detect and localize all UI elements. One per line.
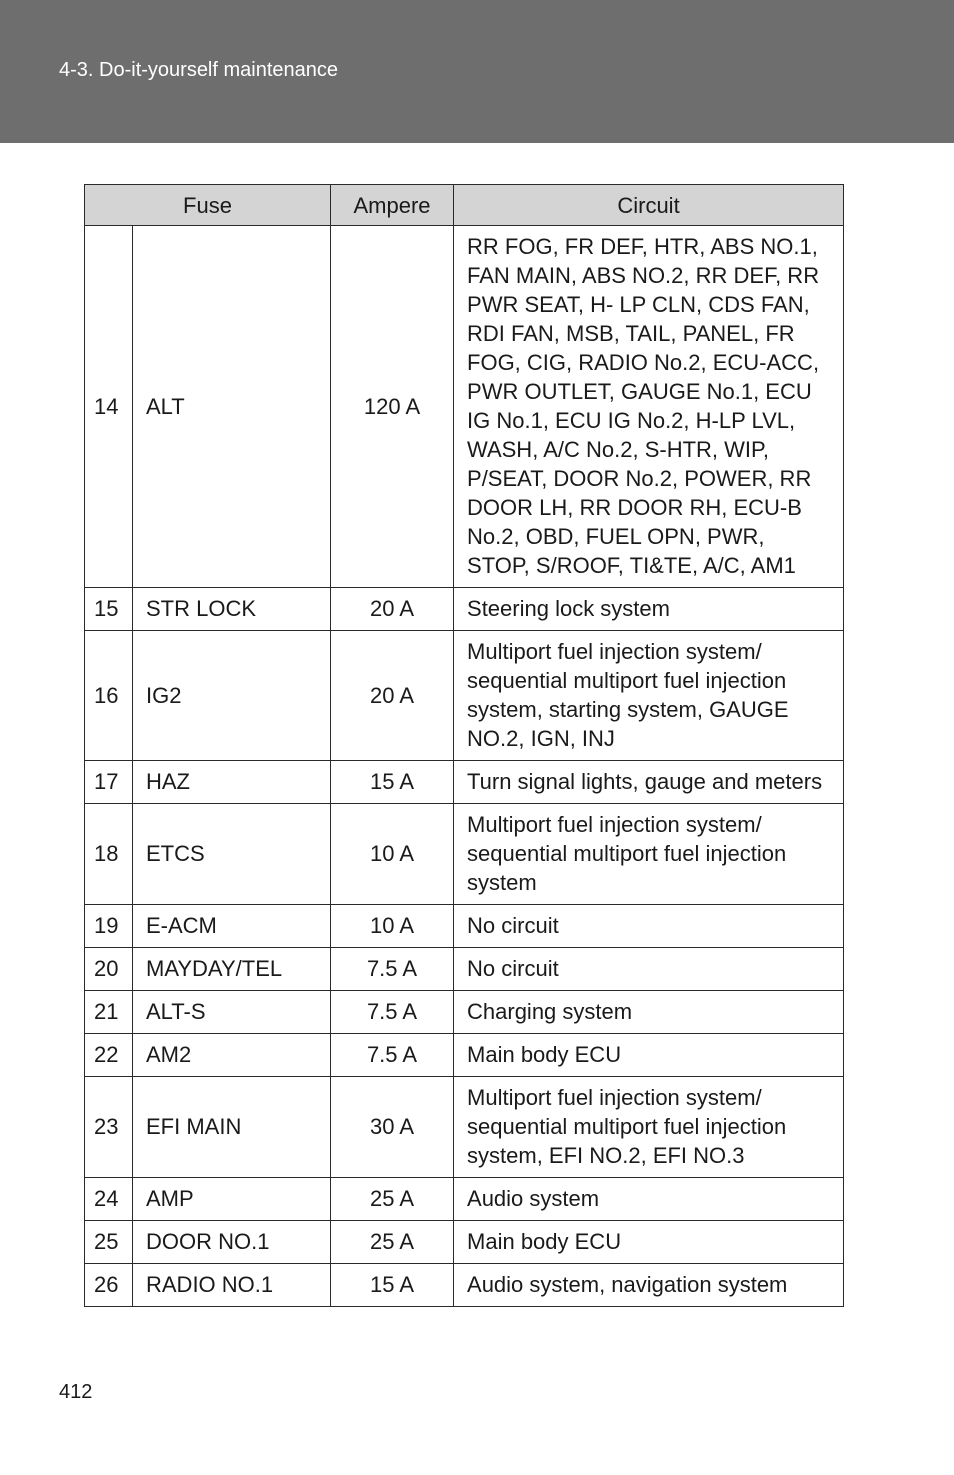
fuse-name: HAZ: [133, 761, 331, 804]
fuse-ampere: 30 A: [331, 1077, 454, 1178]
section-title: 4-3. Do-it-yourself maintenance: [59, 59, 339, 81]
fuse-number: 14: [85, 226, 133, 588]
table-row: [85, 1221, 844, 1264]
table-row: [85, 588, 844, 631]
fuse-name: AM2: [133, 1034, 331, 1077]
fuse-ampere: 120 A: [331, 226, 454, 588]
table-body: [85, 226, 844, 1307]
table-header-row: [85, 185, 844, 226]
column-header-circuit: Circuit: [454, 185, 844, 226]
fuse-ampere: 7.5 A: [331, 1034, 454, 1077]
fuse-name: EFI MAIN: [133, 1077, 331, 1178]
table-row: [85, 226, 844, 588]
fuse-number: 19: [85, 905, 133, 948]
fuse-ampere: 7.5 A: [331, 991, 454, 1034]
fuse-table: [84, 184, 844, 1307]
fuse-circuit: Turn signal lights, gauge and meters: [454, 761, 844, 804]
fuse-number: 15: [85, 588, 133, 631]
table-row: [85, 905, 844, 948]
fuse-number: 21: [85, 991, 133, 1034]
fuse-name: E-ACM: [133, 905, 331, 948]
table-row: [85, 761, 844, 804]
fuse-ampere: 7.5 A: [331, 948, 454, 991]
fuse-ampere: 10 A: [331, 804, 454, 905]
fuse-circuit: No circuit: [454, 948, 844, 991]
fuse-number: 25: [85, 1221, 133, 1264]
column-header-fuse: Fuse: [85, 185, 331, 226]
table-row: [85, 631, 844, 761]
fuse-name: ALT: [133, 226, 331, 588]
fuse-ampere: 25 A: [331, 1221, 454, 1264]
fuse-circuit: Multiport fuel injection system/ sequential multiport fuel injection system, starting system, GAUGE NO.2, IGN, INJ: [454, 631, 844, 761]
fuse-circuit: Audio system, navigation system: [454, 1264, 844, 1307]
fuse-number: 24: [85, 1178, 133, 1221]
column-header-ampere: Ampere: [331, 185, 454, 226]
fuse-circuit: No circuit: [454, 905, 844, 948]
fuse-circuit: Charging system: [454, 991, 844, 1034]
fuse-name: MAYDAY/TEL: [133, 948, 331, 991]
fuse-number: 20: [85, 948, 133, 991]
table-row: [85, 1034, 844, 1077]
fuse-number: 17: [85, 761, 133, 804]
fuse-ampere: 15 A: [331, 1264, 454, 1307]
table-row: [85, 804, 844, 905]
page-number: 412: [59, 1381, 93, 1403]
table-row: [85, 948, 844, 991]
fuse-name: RADIO NO.1: [133, 1264, 331, 1307]
fuse-name: ETCS: [133, 804, 331, 905]
fuse-number: 18: [85, 804, 133, 905]
fuse-ampere: 20 A: [331, 631, 454, 761]
fuse-ampere: 25 A: [331, 1178, 454, 1221]
fuse-name: DOOR NO.1: [133, 1221, 331, 1264]
fuse-number: 26: [85, 1264, 133, 1307]
fuse-circuit: Multiport fuel injection system/ sequential multiport fuel injection system, EFI NO.2, EFI NO.3: [454, 1077, 844, 1178]
fuse-circuit: Steering lock system: [454, 588, 844, 631]
fuse-name: ALT-S: [133, 991, 331, 1034]
table-row: [85, 991, 844, 1034]
table-row: [85, 1077, 844, 1178]
fuse-ampere: 20 A: [331, 588, 454, 631]
fuse-number: 16: [85, 631, 133, 761]
fuse-circuit: Main body ECU: [454, 1221, 844, 1264]
fuse-name: IG2: [133, 631, 331, 761]
fuse-ampere: 10 A: [331, 905, 454, 948]
fuse-name: AMP: [133, 1178, 331, 1221]
table-row: [85, 1264, 844, 1307]
fuse-circuit: Multiport fuel injection system/ sequential multiport fuel injection system: [454, 804, 844, 905]
fuse-number: 22: [85, 1034, 133, 1077]
fuse-number: 23: [85, 1077, 133, 1178]
fuse-ampere: 15 A: [331, 761, 454, 804]
fuse-circuit: Audio system: [454, 1178, 844, 1221]
fuse-name: STR LOCK: [133, 588, 331, 631]
table-row: [85, 1178, 844, 1221]
fuse-circuit: RR FOG, FR DEF, HTR, ABS NO.1, FAN MAIN, ABS NO.2, RR DEF, RR PWR SEAT, H- LP CLN, CDS FAN, RDI FAN, MSB, TAIL, PANEL, FR FOG, CIG, RADIO No.2, ECU-ACC, PWR OUTLET, GAUGE No.1, ECU IG No.1, ECU IG No.2, H-LP LVL, WASH, A/C No.2, S-HTR, WIP, P/SEAT, DOOR No.2, POWER, RR DOOR LH, RR DOOR RH, ECU-B No.2, OBD, FUEL OPN, PWR, STOP, S/ROOF, TI&TE, A/C, AM1: [454, 226, 844, 588]
fuse-circuit: Main body ECU: [454, 1034, 844, 1077]
